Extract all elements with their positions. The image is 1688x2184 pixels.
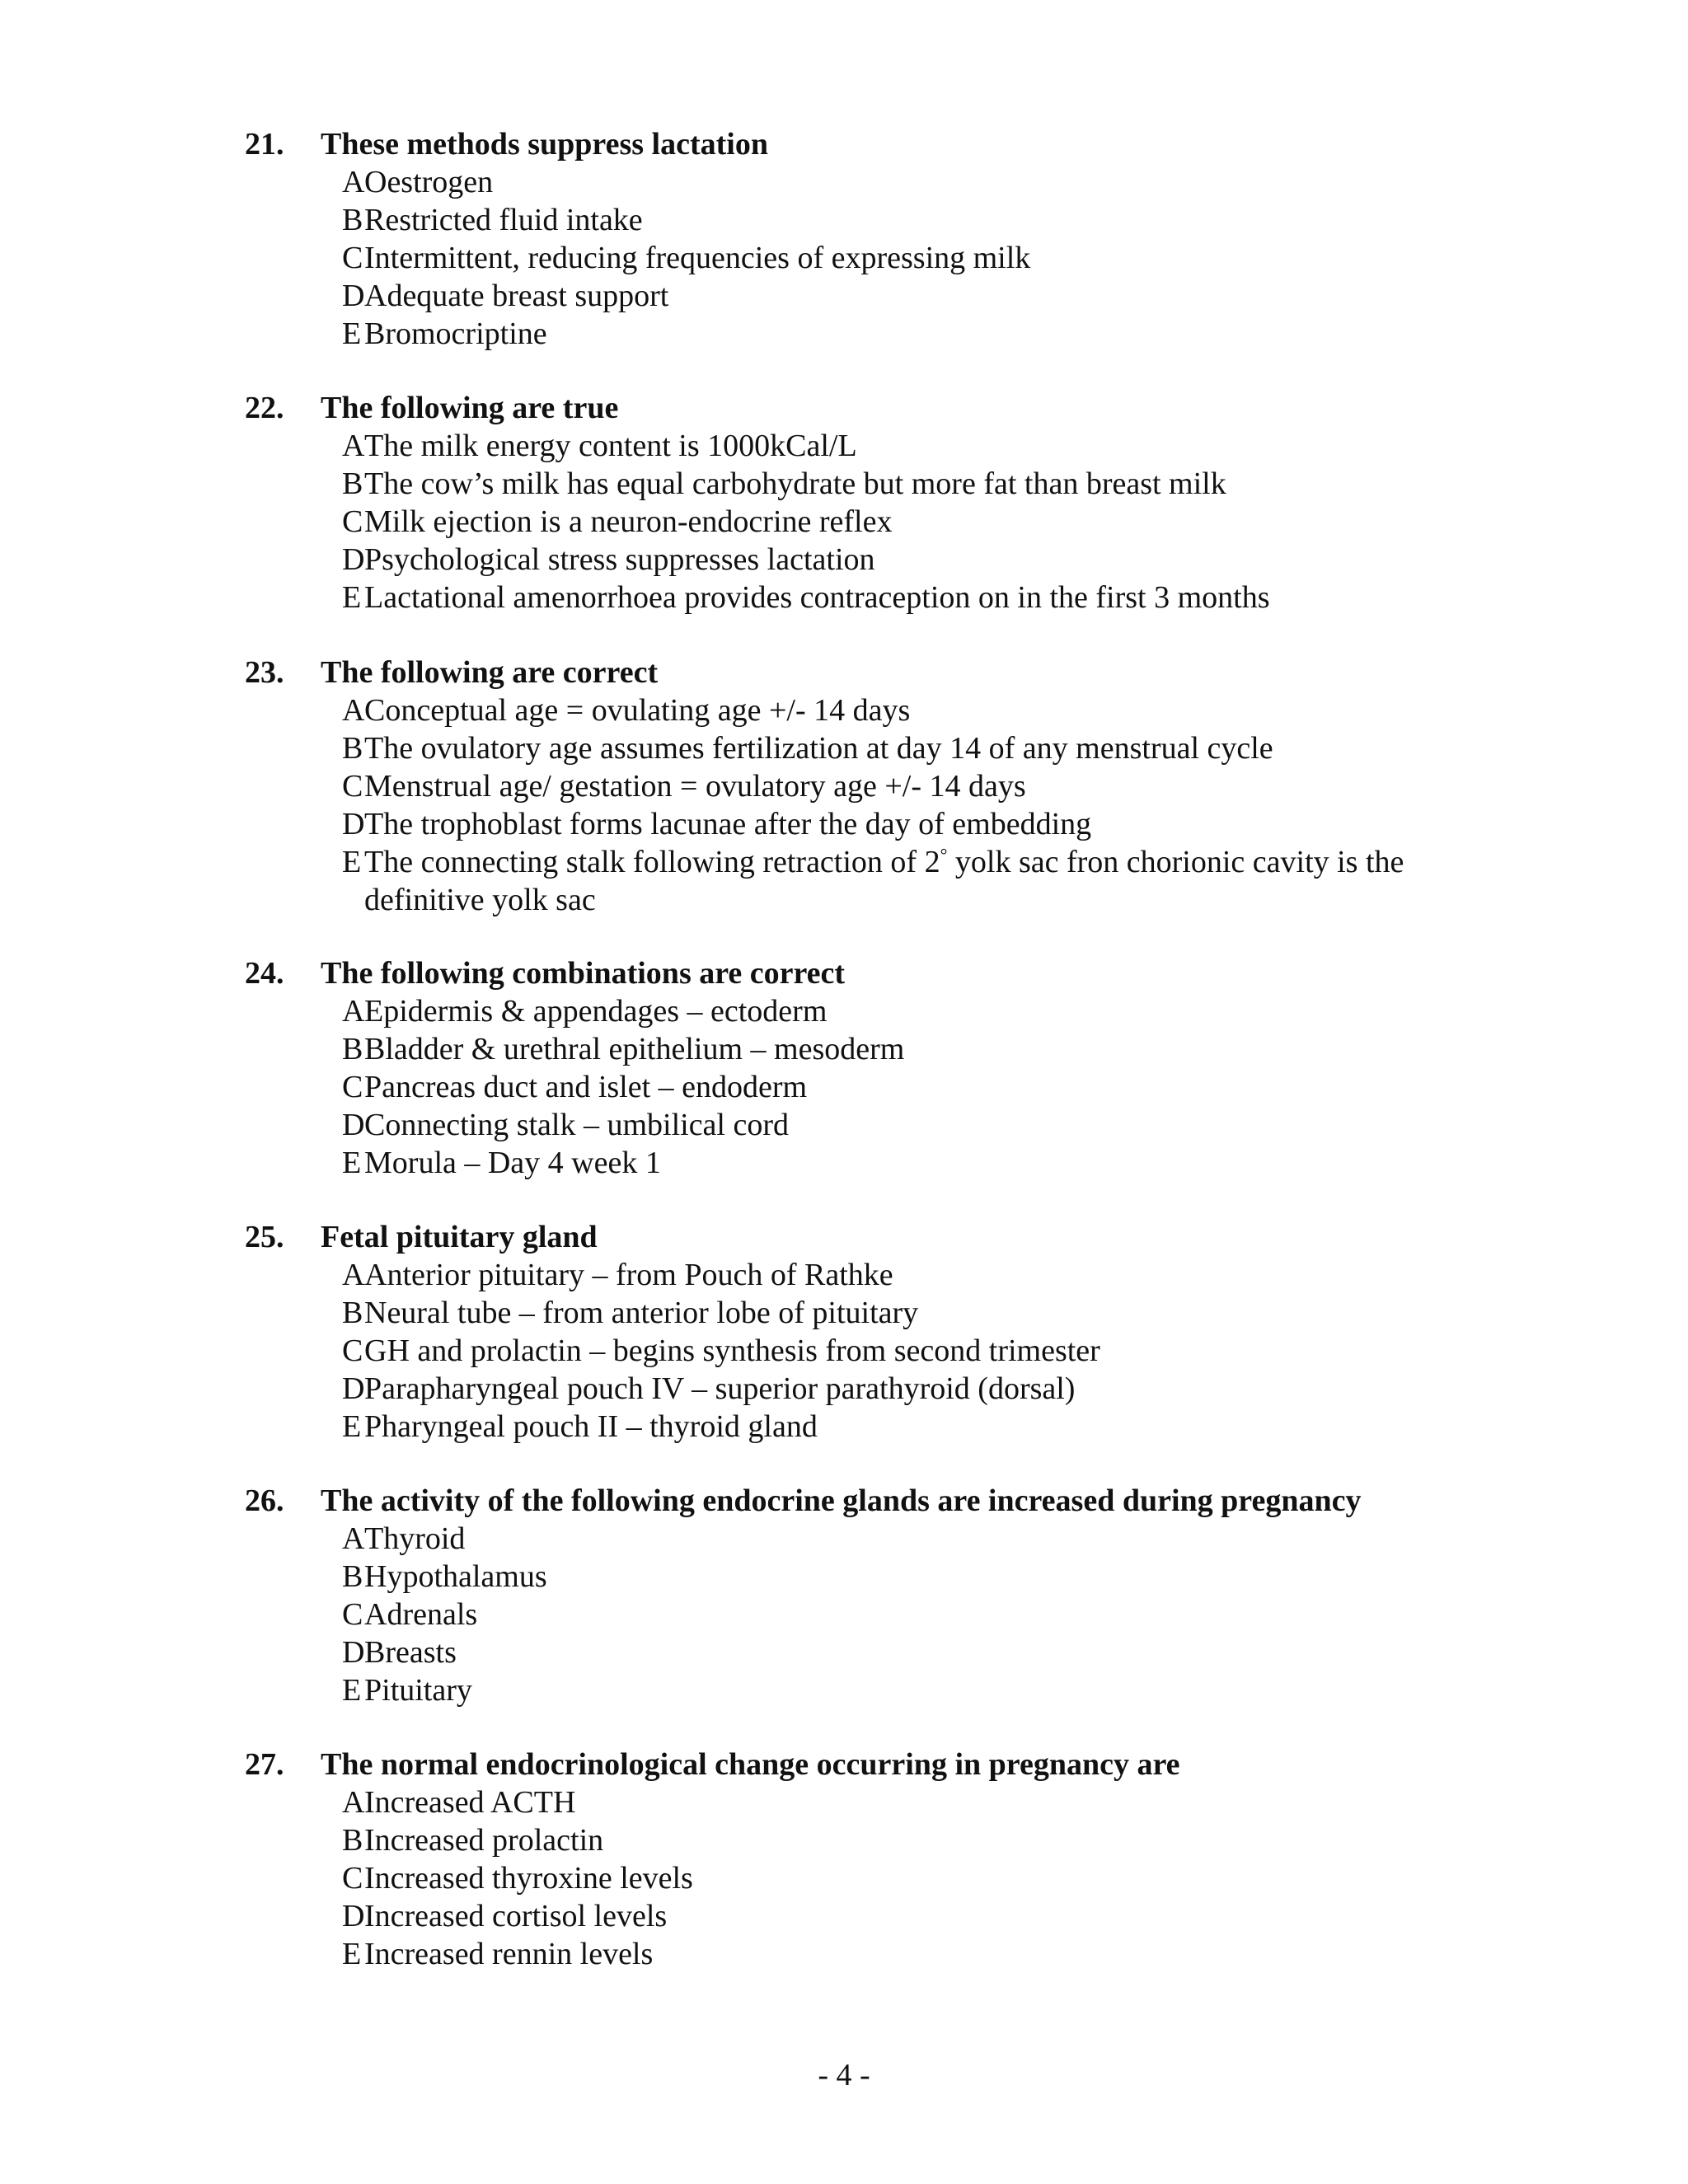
- option-text: Pituitary: [364, 1673, 472, 1708]
- question-title: The following are correct: [321, 655, 659, 690]
- question-number: 21.: [245, 127, 284, 162]
- option-e: [245, 1408, 1531, 1446]
- question-22: [245, 389, 1531, 616]
- option-letter: A: [342, 429, 365, 463]
- option-b: [245, 729, 1531, 767]
- option-b: [245, 1558, 1531, 1596]
- option-letter: A: [342, 1258, 365, 1292]
- question-number: 27.: [245, 1747, 284, 1782]
- option-b: [245, 1821, 1531, 1859]
- option-text: The ovulatory age assumes fertilization at day 14 of any menstrual cycle: [364, 731, 1273, 766]
- option-b: [245, 1030, 1531, 1068]
- option-text: Morula – Day 4 week 1: [364, 1146, 661, 1180]
- option-text: Connecting stalk – umbilical cord: [364, 1108, 790, 1142]
- question-number: 26.: [245, 1483, 284, 1518]
- option-text: Anterior pituitary – from Pouch of Rathke: [364, 1258, 893, 1292]
- option-letter: A: [342, 1521, 365, 1556]
- option-text: Intermittent, reducing frequencies of expressing milk: [364, 241, 1031, 275]
- option-b: [245, 1294, 1531, 1332]
- option-text: Increased cortisol levels: [364, 1899, 668, 1933]
- question-number: 23.: [245, 655, 284, 690]
- option-c: [245, 1596, 1531, 1633]
- option-text: Restricted fluid intake: [364, 203, 643, 237]
- option-c: [245, 503, 1531, 541]
- option-letter: B: [342, 203, 363, 237]
- option-letter: D: [342, 1899, 365, 1933]
- question-header: [245, 125, 1531, 163]
- option-letter: E: [342, 1409, 362, 1444]
- option-letter: C: [342, 1070, 363, 1104]
- option-letter: E: [342, 845, 362, 879]
- option-d: [245, 1897, 1531, 1935]
- question-title: The following are true: [321, 391, 619, 425]
- option-c: [245, 1332, 1531, 1370]
- option-text: Adrenals: [364, 1597, 478, 1632]
- question-number: 25.: [245, 1220, 284, 1254]
- option-text: Lactational amenorrhoea provides contraception on in the first 3 months: [364, 580, 1270, 615]
- question-24: [245, 954, 1531, 1182]
- option-text-part: yolk sac fron chorionic cavity is the definitive yolk sac: [364, 845, 1404, 917]
- option-letter: A: [342, 693, 365, 728]
- option-letter: B: [342, 1296, 363, 1330]
- question-title: Fetal pituitary gland: [321, 1220, 598, 1254]
- option-text: Epidermis & appendages – ectoderm: [364, 994, 828, 1029]
- question-title: The following combinations are correct: [321, 956, 846, 991]
- option-d: [245, 1633, 1531, 1671]
- option-text: Pharyngeal pouch II – thyroid gland: [364, 1409, 818, 1444]
- option-text: Conceptual age = ovulating age +/- 14 days: [364, 693, 911, 728]
- option-text: GH and prolactin – begins synthesis from second trimester: [364, 1333, 1100, 1368]
- option-d: [245, 805, 1531, 843]
- option-text: Oestrogen: [364, 165, 494, 199]
- question-26: [245, 1482, 1531, 1709]
- question-title: The activity of the following endocrine glands are increased during pregnancy: [321, 1483, 1362, 1518]
- option-a: [245, 691, 1531, 729]
- option-d: [245, 1370, 1531, 1408]
- option-letter: C: [342, 241, 363, 275]
- option-letter: D: [342, 279, 365, 313]
- option-e: [245, 1144, 1531, 1182]
- option-text: Milk ejection is a neuron-endocrine reflex: [364, 504, 893, 539]
- question-header: [245, 654, 1531, 691]
- option-letter: D: [342, 542, 365, 577]
- question-header: [245, 1218, 1531, 1256]
- option-text: Psychological stress suppresses lactation: [364, 542, 875, 577]
- option-letter: D: [342, 1635, 365, 1670]
- question-header: [245, 389, 1531, 427]
- option-letter: B: [342, 466, 363, 501]
- option-letter: B: [342, 1823, 363, 1858]
- option-letter: C: [342, 504, 363, 539]
- option-text-part: The connecting stalk following retraction of 2: [364, 845, 940, 879]
- option-text: Menstrual age/ gestation = ovulatory age +/- 14 days: [364, 769, 1026, 804]
- option-e: [245, 1935, 1531, 1973]
- option-e: [245, 1671, 1531, 1709]
- option-d: [245, 277, 1531, 315]
- question-23: [245, 654, 1531, 919]
- option-text: Neural tube – from anterior lobe of pituitary: [364, 1296, 919, 1330]
- option-letter: D: [342, 807, 365, 841]
- question-number: 22.: [245, 391, 284, 425]
- question-21: [245, 125, 1531, 353]
- option-letter: A: [342, 165, 365, 199]
- option-b: [245, 465, 1531, 503]
- option-text: Increased rennin levels: [364, 1937, 654, 1971]
- option-letter: B: [342, 1559, 363, 1594]
- option-letter: C: [342, 1333, 363, 1368]
- option-text: The cow’s milk has equal carbohydrate but more fat than breast milk: [364, 466, 1226, 501]
- page-number: - 4 -: [818, 2058, 870, 2093]
- option-letter: C: [342, 1597, 363, 1632]
- question-27: [245, 1746, 1531, 1973]
- option-e: [245, 843, 1531, 919]
- option-letter: A: [342, 994, 365, 1029]
- question-header: [245, 954, 1531, 992]
- option-text: Parapharyngeal pouch IV – superior parathyroid (dorsal): [364, 1371, 1076, 1406]
- option-c: [245, 239, 1531, 277]
- option-text: [364, 843, 1531, 919]
- option-text: Increased ACTH: [364, 1785, 576, 1820]
- question-title: The normal endocrinological change occurring in pregnancy are: [321, 1747, 1180, 1782]
- option-a: [245, 163, 1531, 201]
- option-d: [245, 541, 1531, 579]
- option-text: Thyroid: [364, 1521, 466, 1556]
- option-text: Pancreas duct and islet – endoderm: [364, 1070, 808, 1104]
- option-a: [245, 992, 1531, 1030]
- option-letter: B: [342, 1032, 363, 1066]
- option-letter: E: [342, 580, 362, 615]
- option-text: Bromocriptine: [364, 316, 547, 351]
- option-a: [245, 1783, 1531, 1821]
- option-e: [245, 579, 1531, 616]
- option-text: Hypothalamus: [364, 1559, 547, 1594]
- question-header: [245, 1482, 1531, 1520]
- option-text: Adequate breast support: [364, 279, 669, 313]
- option-a: [245, 427, 1531, 465]
- option-letter: D: [342, 1108, 365, 1142]
- option-letter: A: [342, 1785, 365, 1820]
- option-c: [245, 767, 1531, 805]
- option-e: [245, 315, 1531, 353]
- question-header: [245, 1746, 1531, 1783]
- option-letter: C: [342, 769, 363, 804]
- degree-superscript: °: [940, 844, 948, 865]
- option-text: Bladder & urethral epithelium – mesoderm: [364, 1032, 905, 1066]
- question-title: These methods suppress lactation: [321, 127, 768, 162]
- option-d: [245, 1106, 1531, 1144]
- option-letter: C: [342, 1861, 363, 1896]
- option-letter: E: [342, 1673, 362, 1708]
- question-number: 24.: [245, 956, 284, 991]
- option-a: [245, 1256, 1531, 1294]
- option-text: Increased thyroxine levels: [364, 1861, 693, 1896]
- option-letter: E: [342, 316, 362, 351]
- option-c: [245, 1859, 1531, 1897]
- option-text: The trophoblast forms lacunae after the day of embedding: [364, 807, 1092, 841]
- option-letter: E: [342, 1146, 362, 1180]
- option-letter: E: [342, 1937, 362, 1971]
- question-25: [245, 1218, 1531, 1446]
- option-letter: B: [342, 731, 363, 766]
- option-text: The milk energy content is 1000kCal/L: [364, 429, 857, 463]
- option-a: [245, 1520, 1531, 1558]
- option-text: Breasts: [364, 1635, 457, 1670]
- option-text: Increased prolactin: [364, 1823, 604, 1858]
- option-b: [245, 201, 1531, 239]
- option-letter: D: [342, 1371, 365, 1406]
- option-c: [245, 1068, 1531, 1106]
